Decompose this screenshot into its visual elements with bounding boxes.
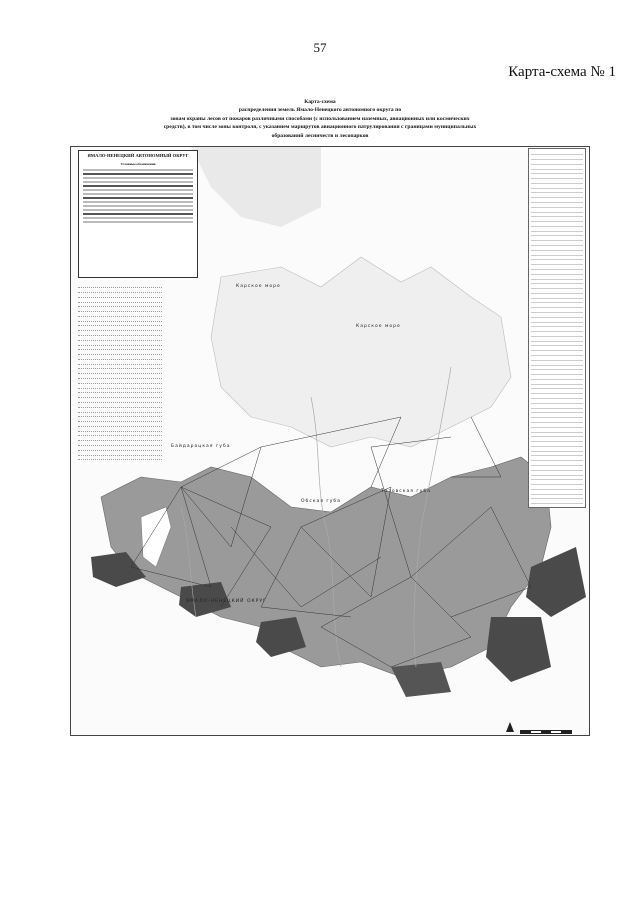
legend-line [83, 201, 193, 203]
table-row [78, 384, 162, 388]
protection-zone [101, 457, 551, 677]
page-number: 57 [313, 40, 327, 55]
north-arrow-icon [506, 722, 514, 732]
table-row [531, 213, 583, 217]
table-row [78, 432, 162, 436]
table-row [531, 495, 583, 499]
table-row [531, 175, 583, 179]
table-row [78, 332, 162, 336]
table-row [531, 419, 583, 423]
table-row [531, 184, 583, 188]
table-row [531, 223, 583, 227]
table-row [531, 165, 583, 169]
table-row [531, 366, 583, 370]
map-label-sea-2: Карское море [356, 324, 401, 329]
table-row [78, 404, 162, 408]
legend-line [83, 177, 193, 179]
table-row [531, 299, 583, 303]
table-row [531, 256, 583, 260]
table-row [531, 333, 583, 337]
legend-section: Условные обозначения [120, 161, 156, 166]
legend-line [83, 209, 193, 211]
table-row [531, 352, 583, 356]
table-row [78, 289, 162, 293]
table-row [531, 275, 583, 279]
table-row [78, 341, 162, 345]
legend-line [83, 169, 193, 171]
table-row [531, 290, 583, 294]
table-row [531, 361, 583, 365]
table-row [531, 156, 583, 160]
legend-title: ЯМАЛО-НЕНЕЦКИЙ АВТОНОМНЫЙ ОКРУГ [87, 153, 189, 158]
table-row [531, 381, 583, 385]
map-label-bay-3: Тазовская губа [381, 489, 431, 494]
table-row [531, 490, 583, 494]
table-row [78, 442, 162, 446]
legend-line [83, 213, 193, 215]
table-row [78, 313, 162, 317]
table-row [531, 247, 583, 251]
table-row [531, 452, 583, 456]
table-row [531, 376, 583, 380]
table-row [531, 467, 583, 471]
scheme-label: Карта-схема № 1 [508, 64, 616, 80]
table-row [531, 271, 583, 275]
table-row [531, 457, 583, 461]
table-row [531, 189, 583, 193]
table-row [78, 399, 162, 403]
table-row [78, 298, 162, 302]
legend-line [83, 221, 193, 223]
legend-line [83, 181, 193, 183]
table-row [531, 228, 583, 232]
table-row [531, 400, 583, 404]
legend-line [83, 193, 193, 195]
table-row [531, 404, 583, 408]
table-row [531, 318, 583, 322]
map-label-sea-1: Карское море [236, 284, 281, 289]
table-row [78, 346, 162, 350]
table-row [531, 476, 583, 480]
table-row [78, 361, 162, 365]
table-row [78, 294, 162, 298]
table-row [531, 424, 583, 428]
table-row [531, 294, 583, 298]
table-row [78, 437, 162, 441]
table-row [531, 304, 583, 308]
table-row [531, 342, 583, 346]
table-row [531, 261, 583, 265]
table-row [78, 375, 162, 379]
legend-line [83, 173, 193, 175]
table-row [78, 380, 162, 384]
table-row [531, 347, 583, 351]
table-row [531, 199, 583, 203]
table-row [531, 486, 583, 490]
table-row [78, 389, 162, 393]
table-row [531, 242, 583, 246]
map-title-line-1: Карта-схема [304, 99, 336, 105]
table-row [531, 170, 583, 174]
table-row [531, 280, 583, 284]
table-row [531, 266, 583, 270]
table-row [531, 395, 583, 399]
table-row [531, 151, 583, 155]
table-row [78, 327, 162, 331]
table-row [531, 357, 583, 361]
table-row [78, 351, 162, 355]
table-row [531, 323, 583, 327]
legend-line [83, 205, 193, 207]
control-zone-northeast [191, 147, 321, 227]
legend-line [83, 217, 193, 219]
table-row [531, 443, 583, 447]
map-title-line-4: средств), в том числе зоны контроля, с указанием маршрутов авиационного патрулирования с границами муниципальных [163, 124, 477, 131]
table-row [78, 427, 162, 431]
table-row [531, 337, 583, 341]
table-row [531, 314, 583, 318]
table-row [78, 356, 162, 360]
map-title [90, 98, 550, 140]
table-row [531, 328, 583, 332]
table-row [78, 451, 162, 455]
table-row [531, 251, 583, 255]
legend-box [78, 150, 198, 278]
side-data-table [528, 148, 586, 508]
scale-bar [520, 730, 572, 734]
map-label-region: ЯМАЛО-НЕНЕЦКИЙ ОКРУГ [186, 599, 267, 604]
table-row [78, 447, 162, 451]
table-row [531, 414, 583, 418]
table-row [78, 303, 162, 307]
table-row [531, 371, 583, 375]
dark-zone-southeast [391, 662, 451, 697]
table-row [78, 456, 162, 460]
table-row [531, 447, 583, 451]
table-row [531, 232, 583, 236]
table-row [531, 409, 583, 413]
table-row [531, 390, 583, 394]
table-row [531, 218, 583, 222]
legend-line [83, 197, 193, 199]
table-row [78, 413, 162, 417]
table-row [531, 194, 583, 198]
table-row [531, 285, 583, 289]
table-row [531, 481, 583, 485]
table-row [78, 337, 162, 341]
legend-line [83, 185, 193, 187]
table-row [531, 438, 583, 442]
map-title-line-3: зонам охраны лесов от пожаров различными способами (с использованием наземных, авиационных или космических [170, 115, 470, 122]
map-label-bay-2: Обская губа [301, 499, 341, 504]
table-row [531, 462, 583, 466]
table-row [78, 317, 162, 321]
dark-zone-east-2 [486, 617, 551, 682]
table-row [531, 237, 583, 241]
table-row [531, 428, 583, 432]
table-row [531, 204, 583, 208]
table-row [78, 394, 162, 398]
table-row [78, 423, 162, 427]
table-row [531, 500, 583, 504]
table-row [78, 370, 162, 374]
table-row [531, 433, 583, 437]
left-data-table [78, 284, 162, 460]
map-label-bay-1: Байдарацкая губа [171, 444, 231, 449]
table-row [78, 365, 162, 369]
table-row [78, 322, 162, 326]
table-row [531, 161, 583, 165]
table-row [78, 418, 162, 422]
table-row [531, 471, 583, 475]
map-title-line-5: образований лесничеств и лесопарков [271, 132, 369, 139]
table-row [78, 308, 162, 312]
map-title-line-2: распределения земель Ямало-Ненецкого автономного округа по [238, 107, 402, 114]
table-row [531, 208, 583, 212]
table-row [531, 505, 583, 508]
legend-line [83, 189, 193, 191]
table-row [78, 284, 162, 288]
table-row [78, 408, 162, 412]
table-row [531, 309, 583, 313]
table-row [531, 385, 583, 389]
table-row [531, 180, 583, 184]
